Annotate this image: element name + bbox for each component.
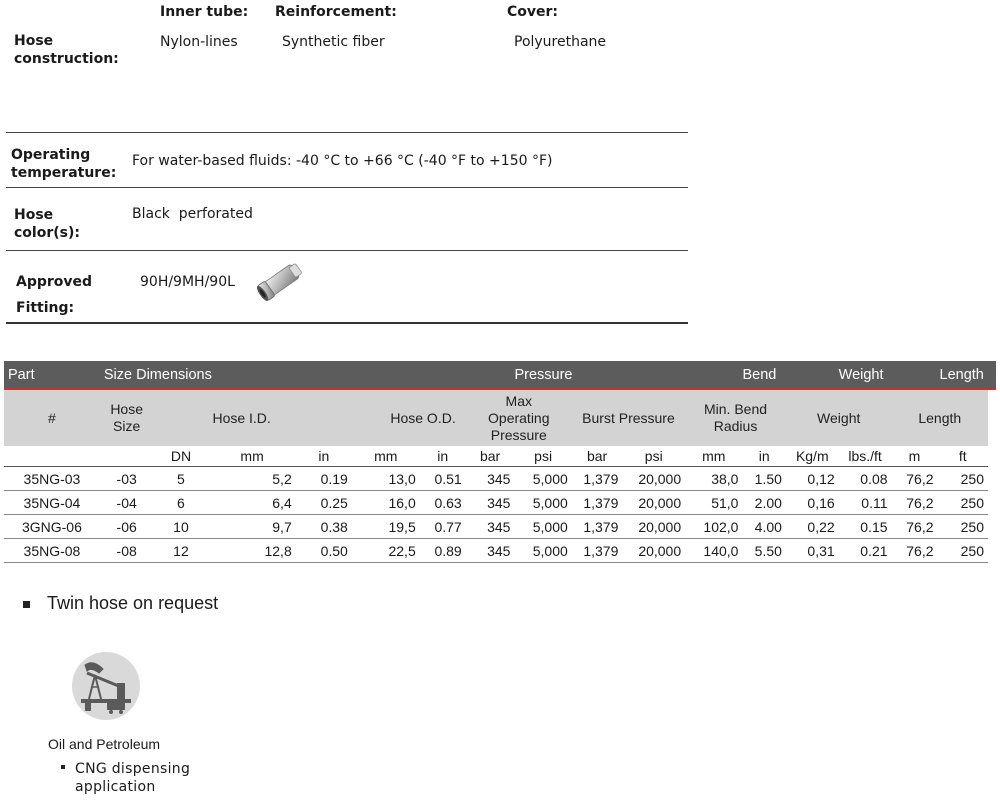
table-cell: 1,379 — [572, 515, 623, 539]
table-cell: 1,379 — [572, 491, 623, 515]
fitting-label: Fitting: — [16, 300, 75, 316]
approved-fitting-value: 90H/9MH/90L — [140, 274, 235, 290]
unit-cell: psi — [622, 446, 685, 467]
sub-header-length: Length — [892, 389, 988, 446]
table-cell: 20,000 — [622, 539, 685, 563]
table-cell: 0.19 — [296, 467, 352, 491]
table-cell: -06 — [100, 515, 154, 539]
operating-temperature-label: Operating temperature: — [11, 147, 117, 181]
table-cell: 250 — [938, 467, 989, 491]
table-cell: 0,22 — [786, 515, 839, 539]
cover-label: Cover: — [507, 4, 559, 20]
sub-header-burst-pressure: Burst Pressure — [572, 389, 685, 446]
unit-cell: in — [742, 446, 785, 467]
part-number-cell: 35NG-03 — [4, 467, 100, 491]
table-cell: 1,379 — [572, 467, 623, 491]
unit-cell: bar — [572, 446, 623, 467]
table-cell: 250 — [938, 491, 989, 515]
group-header-size-dimensions: Size Dimensions — [100, 361, 352, 389]
table-cell: 51,0 — [685, 491, 742, 515]
sub-header-hose-od: Hose O.D. — [352, 389, 466, 446]
table-cell: 345 — [466, 515, 515, 539]
group-header-bend: Bend — [742, 361, 838, 389]
twin-hose-note: Twin hose on request — [47, 593, 219, 613]
table-sub-header-row — [4, 389, 996, 446]
table-row — [4, 491, 996, 515]
table-cell: 6 — [153, 491, 208, 515]
table-cell: 5,000 — [514, 539, 571, 563]
table-cell: 16,0 — [352, 491, 420, 515]
table-cell: 6,4 — [208, 491, 295, 515]
group-header-pressure: Pressure — [514, 361, 622, 389]
table-cell: 0,16 — [786, 491, 839, 515]
table-group-header-row — [4, 361, 996, 389]
sub-header-hose-size: Hose Size — [100, 389, 154, 446]
application-title: Oil and Petroleum — [48, 736, 161, 752]
unit-cell: psi — [514, 446, 571, 467]
table-units-row — [4, 446, 996, 467]
bullet-icon — [61, 765, 65, 769]
table-cell: 140,0 — [685, 539, 742, 563]
approved-label: Approved — [16, 274, 93, 290]
table-cell: 20,000 — [622, 491, 685, 515]
table-cell: 0.77 — [420, 515, 466, 539]
hose-color-value: Black perforated — [132, 206, 253, 222]
table-cell: 5,000 — [514, 515, 571, 539]
table-cell: 4.00 — [742, 515, 785, 539]
group-header-weight: Weight — [839, 361, 938, 389]
table-cell: 102,0 — [685, 515, 742, 539]
divider — [6, 250, 688, 251]
table-cell: 2.00 — [742, 491, 785, 515]
table-cell: 0.63 — [420, 491, 466, 515]
table-cell: -04 — [100, 491, 154, 515]
table-cell: 10 — [153, 515, 208, 539]
sub-header-part-no: # — [4, 389, 100, 446]
application-bullet: CNG dispensing application — [75, 761, 191, 795]
table-cell: 0.15 — [839, 515, 892, 539]
table-cell: 0.38 — [296, 515, 352, 539]
hose-construction-label: Hose construction: — [14, 33, 119, 67]
table-cell: 5,000 — [514, 491, 571, 515]
table-cell: 345 — [466, 491, 515, 515]
group-header-part: Part — [4, 361, 100, 389]
table-cell: 0.51 — [420, 467, 466, 491]
oil-pump-icon — [71, 651, 141, 721]
unit-cell: DN — [153, 446, 208, 467]
table-row — [4, 467, 996, 491]
table-cell: 22,5 — [352, 539, 420, 563]
table-cell: 0,31 — [786, 539, 839, 563]
bullet-icon — [23, 601, 30, 608]
table-cell: 345 — [466, 467, 515, 491]
unit-cell: mm — [352, 446, 420, 467]
sub-header-weight: Weight — [786, 389, 892, 446]
table-cell: -03 — [100, 467, 154, 491]
operating-temperature-value: For water-based fluids: -40 °C to +66 °C (-40 °F to +150 °F) — [132, 153, 553, 169]
table-cell: 1.50 — [742, 467, 785, 491]
unit-cell: Kg/m — [786, 446, 839, 467]
table-cell: 5,2 — [208, 467, 295, 491]
table-cell: 0.08 — [839, 467, 892, 491]
table-cell: 1,379 — [572, 539, 623, 563]
table-cell: 13,0 — [352, 467, 420, 491]
divider — [6, 322, 688, 324]
table-cell: 76,2 — [892, 491, 938, 515]
cover-value: Polyurethane — [514, 34, 607, 50]
unit-cell: mm — [208, 446, 295, 467]
table-cell: 76,2 — [892, 467, 938, 491]
unit-cell: bar — [466, 446, 515, 467]
table-cell: 0.50 — [296, 539, 352, 563]
table-cell: 0.89 — [420, 539, 466, 563]
unit-cell: in — [296, 446, 352, 467]
inner-tube-label: Inner tube: — [160, 4, 249, 20]
table-row — [4, 539, 996, 563]
fitting-image — [252, 258, 310, 308]
unit-cell: in — [420, 446, 466, 467]
unit-cell: ft — [938, 446, 989, 467]
divider — [6, 187, 688, 188]
table-row — [4, 515, 996, 539]
sub-header-min-bend-radius: Min. Bend Radius — [685, 389, 786, 446]
table-cell: 0.21 — [839, 539, 892, 563]
table-cell: 12,8 — [208, 539, 295, 563]
table-cell: -08 — [100, 539, 154, 563]
unit-cell: m — [892, 446, 938, 467]
table-cell: 5 — [153, 467, 208, 491]
reinforcement-label: Reinforcement: — [275, 4, 397, 20]
table-cell: 250 — [938, 515, 989, 539]
sub-header-hose-id: Hose I.D. — [208, 389, 351, 446]
table-cell: 9,7 — [208, 515, 295, 539]
divider — [6, 132, 688, 133]
unit-cell: mm — [685, 446, 742, 467]
table-cell: 76,2 — [892, 515, 938, 539]
table-cell: 0.11 — [839, 491, 892, 515]
table-cell: 0,12 — [786, 467, 839, 491]
table-cell: 250 — [938, 539, 989, 563]
spec-table — [4, 361, 996, 563]
part-number-cell: 35NG-04 — [4, 491, 100, 515]
table-cell: 38,0 — [685, 467, 742, 491]
table-cell: 345 — [466, 539, 515, 563]
reinforcement-value: Synthetic fiber — [282, 34, 385, 50]
unit-cell: lbs./ft — [839, 446, 892, 467]
group-header-length: Length — [938, 361, 989, 389]
table-cell: 76,2 — [892, 539, 938, 563]
table-cell: 0.25 — [296, 491, 352, 515]
inner-tube-value: Nylon-lines — [160, 34, 238, 50]
sub-header-max-operating-pressure: Max Operating Pressure — [466, 389, 572, 446]
table-cell: 12 — [153, 539, 208, 563]
table-cell: 5.50 — [742, 539, 785, 563]
table-cell: 20,000 — [622, 515, 685, 539]
table-cell: 19,5 — [352, 515, 420, 539]
part-number-cell: 35NG-08 — [4, 539, 100, 563]
table-cell: 5,000 — [514, 467, 571, 491]
part-number-cell: 3GNG-06 — [4, 515, 100, 539]
hose-color-label: Hose color(s): — [14, 207, 80, 241]
table-cell: 20,000 — [622, 467, 685, 491]
